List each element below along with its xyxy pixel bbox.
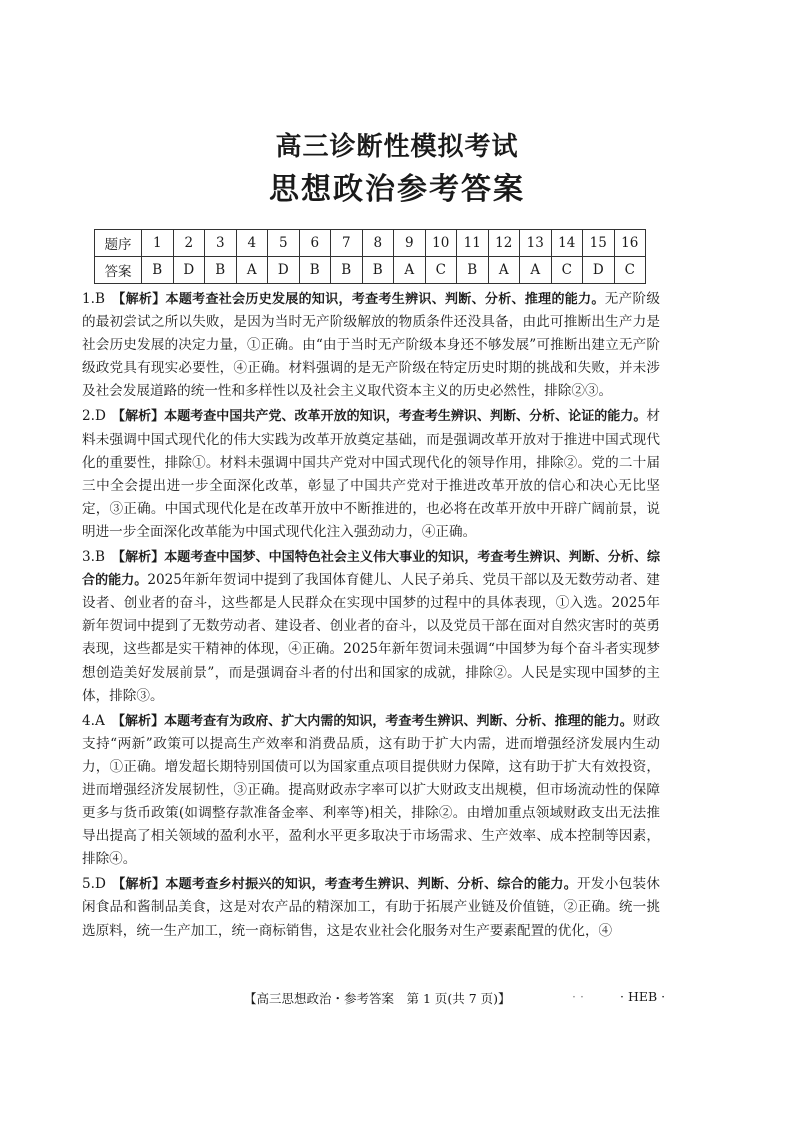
answer-cell: A: [520, 257, 552, 284]
item-analysis-heading: 【解析】本题考查乡村振兴的知识，考查考生辨识、判断、分析、综合的能力。: [112, 877, 578, 893]
page-title: 高三诊断性模拟考试: [275, 132, 519, 162]
question-number: 6: [299, 230, 331, 257]
question-number: 2: [173, 230, 205, 257]
number-row-label: 题序: [95, 230, 142, 257]
item-analysis-heading: 【解析】本题考查有为政府、扩大内需的知识，考查考生辨识、判断、分析、推理的能力。: [112, 713, 633, 729]
answer-table: [94, 229, 646, 284]
question-number: 9: [394, 230, 426, 257]
explanation-item: [82, 873, 660, 942]
answer-cell: B: [205, 257, 237, 284]
question-number: 11: [457, 230, 489, 257]
answer-cell: D: [173, 257, 205, 284]
answer-cell: C: [551, 257, 583, 284]
answer-cell: B: [142, 257, 174, 284]
answer-cell: C: [425, 257, 457, 284]
item-text: 2025年新年贺词中提到了我国体育健儿、人民子弟兵、党员干部以及无数劳动者、建设者、创业者的奋斗，这些都是人民群众在实现中国梦的过程中的具体表现，①入选。2025年新年贺词中提到了无数劳动者、建设者、创业者的奋斗，以及党员干部在面对自然灾害时的英勇表现，这些都是实干精神的体现，④正确。2025年新年贺词未强调“中国梦为每个奋斗者实现梦想创造美好发展前景”，而是强调奋斗者的付出和国家的成就，排除②。人民是实现中国梦的主体，排除③。: [82, 572, 660, 704]
item-text: 材料未强调中国式现代化的伟大实践为改革开放奠定基础，而是强调改革开放对于推进中国式现代化的重要性，排除①。材料未强调中国共产党对中国式现代化的领导作用，排除②。党的二十届三中全会提出进一步全面深化改革，彰显了中国共产党对于推进改革开放的信心和决心无比坚定，③正确。中国式现代化是在改革开放中不断推进的，也必将在改革开放中开辟广阔前景，说明进一步全面深化改革能为中国式现代化注入强劲动力，④正确。: [82, 408, 660, 540]
answer-cell: A: [394, 257, 426, 284]
question-number: 4: [236, 230, 268, 257]
explanation-item: [82, 546, 660, 708]
item-number: 4.A: [82, 712, 105, 729]
item-number: 5.D: [82, 876, 106, 893]
question-number: 3: [205, 230, 237, 257]
question-number: 15: [583, 230, 615, 257]
footer-page-info: 【高三思想政治・参考答案 第 1 页(共 7 页)】: [244, 991, 511, 1006]
item-text: 财政支持“两新”政策可以提高生产效率和消费品质，这有助于扩大内需，进而增强经济发展内生动力，①正确。增发超长期特别国债可以为国家重点项目提供财力保障，这有助于扩大有效投资，进而增强经济发展韧性，③正确。提高财政赤字率可以扩大财政支出规模，但市场流动性的保障更多与货币政策(如调整存款准备金率、利率等)相关，排除②。由增加重点领域财政支出无法推导出提高了相关领域的盈利水平，盈利水平更多取决于市场需求、生产效率、成本控制等因素，排除④。: [82, 712, 660, 868]
question-number: 16: [614, 230, 646, 257]
answer-cell: C: [614, 257, 646, 284]
question-number: 7: [331, 230, 363, 257]
answer-table-number-row: [95, 230, 646, 257]
question-number: 13: [520, 230, 552, 257]
question-number: 8: [362, 230, 394, 257]
answer-table-answer-row: [95, 257, 646, 284]
answer-cell: B: [362, 257, 394, 284]
item-analysis-heading: 【解析】本题考查社会历史发展的知识，考查考生辨识、判断、分析、推理的能力。: [112, 292, 605, 307]
question-number: 1: [142, 230, 174, 257]
footer-code: · HEB ·: [620, 989, 666, 1004]
item-number: 2.D: [82, 408, 106, 425]
explanation-item: [82, 710, 660, 872]
explanation-list: [82, 288, 660, 945]
answer-cell: D: [583, 257, 615, 284]
item-text: 开发小包装休闲食品和酱制品美食，这是对农产品的精深加工，有助于拓展产业链及价值链，②正确。统一挑选原料，统一生产加工，统一商标销售，这是农业社会化服务对生产要素配置的优化，④: [82, 876, 660, 939]
item-text: 无产阶级的最初尝试之所以失败，是因为当时无产阶级解放的物质条件还没具备，由此可推断出生产力是社会历史发展的决定力量，①正确。由“由于当时无产阶级本身还不够发展”可推断出建立无产阶级政党具有现实必要性，④正确。材料强调的是无产阶级在特定历史时期的挑战和失败，并未涉及社会发展道路的统一性和多样性以及社会主义取代资本主义的历史必然性，排除②③。: [82, 291, 660, 400]
answer-cell: B: [457, 257, 489, 284]
question-number: 12: [488, 230, 520, 257]
answer-cell: D: [268, 257, 300, 284]
answer-cell: A: [488, 257, 520, 284]
item-analysis-heading: 【解析】本题考查中国梦、中国特色社会主义伟大事业的知识，考查考生辨识、判断、分析、综合的能力。: [82, 550, 660, 589]
question-number: 5: [268, 230, 300, 257]
answer-cell: B: [331, 257, 363, 284]
item-number: 1.B: [82, 291, 105, 307]
footer-dots: · ·: [572, 989, 584, 1004]
answer-cell: B: [299, 257, 331, 284]
question-number: 14: [551, 230, 583, 257]
answer-row-label: 答案: [95, 257, 142, 284]
answer-cell: A: [236, 257, 268, 284]
explanation-item: [82, 405, 660, 544]
item-number: 3.B: [82, 549, 105, 566]
page-subtitle: 思想政治参考答案: [269, 172, 525, 207]
explanation-item: [82, 288, 660, 403]
item-analysis-heading: 【解析】本题考查中国共产党、改革开放的知识，考查考生辨识、判断、分析、论证的能力。: [112, 409, 647, 425]
question-number: 10: [425, 230, 457, 257]
